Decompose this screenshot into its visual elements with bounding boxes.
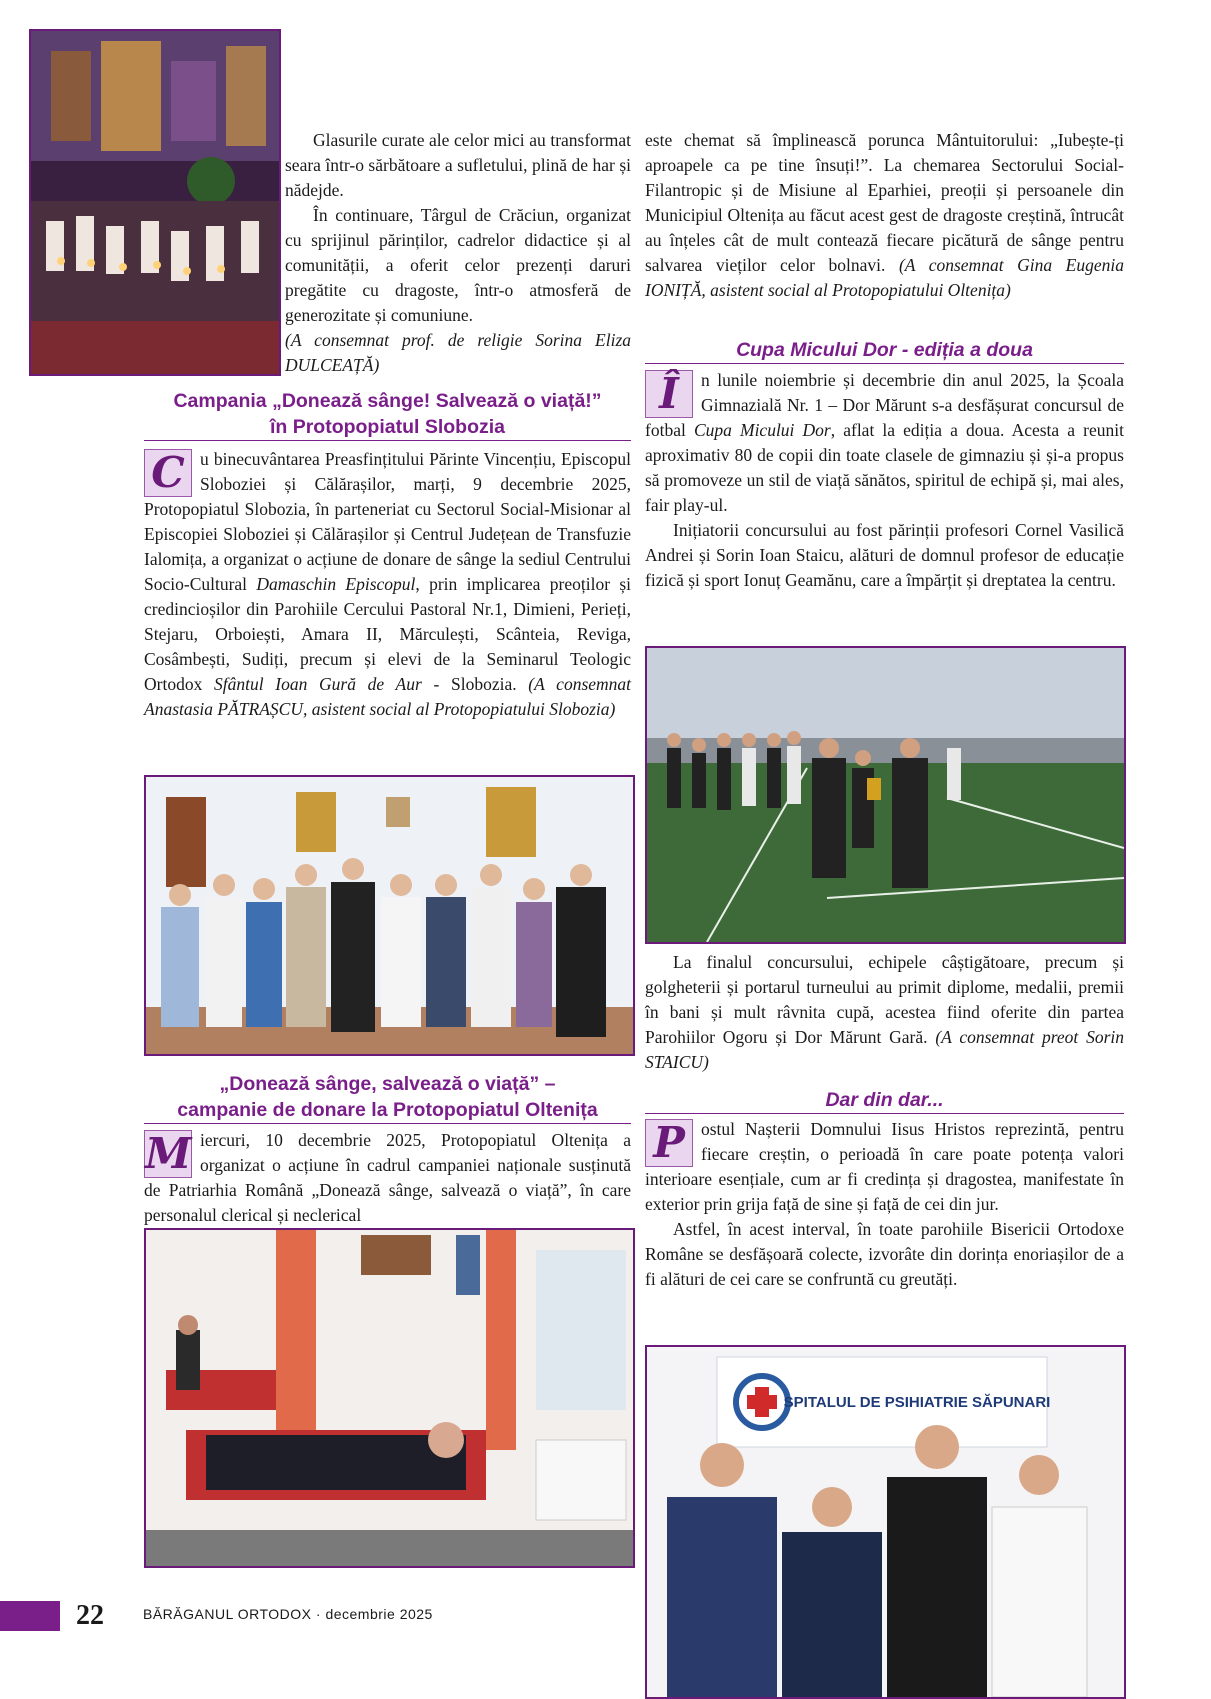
slobozia-dropcap: C [144,449,192,497]
cupa-heading [645,337,1124,364]
hospital-photo [645,1345,1126,1699]
slobozia-text-mid: , prin implicarea preoților și credincioșilor din Parohiile Cercului Pastoral Nr.1, Dimieni, Perieți, Stejaru, Orboiești, Amara II, Mărculești, Scânteia, Reviga, Cosâmbești, Sudiți, precum și elevi de la Seminarul Teologic Ortodox [144,574,632,694]
footer-publication: BĂRĂGANUL ORTODOX · decembrie 2025 [143,1606,433,1622]
oltenita-heading-line-1: „Donează sânge, salvează o viață” – [219,1073,556,1095]
oltenita-text [144,1128,631,1228]
cupa-p1-italic: Cupa Micului Dor [693,420,831,440]
cupa-paragraph-1 [645,368,1124,518]
cupa-paragraph-2: Inițiatorii concursului au fost părinții profesori Cornel Vasilică Andrei și Sorin Ioan Staicu, alături de domnul profesor de educație fizică și sport Ionuț Geamănu, care a împărțit și dreptatea la centru. [645,520,1124,590]
hospital-sign-text: SPITALUL DE PSIHIATRIE SĂPUNARI [783,1394,1051,1411]
cupa-dropcap: Î [645,370,693,418]
cupa-p1-start: n lunile noiembrie și decembrie din anul 2025, la Școala Gimnazială Nr. 1 – Dor Mărunt s-a desfășurat concursul de fotbal [645,370,1124,440]
oltenita-paragraph [144,1128,631,1228]
slobozia-text-end: - Slobozia. [433,674,517,694]
slobozia-text [144,447,631,722]
slobozia-heading-line-2: în Protopopiatul Slobozia [269,416,506,438]
oltenita-continuation-paragraph [645,128,1124,303]
church-choir-photo [29,29,281,376]
intro-paragraph-2: În continuare, Târgul de Crăciun, organizat cu sprijinul părinților, cadrelor didactice și al comunității, a oferit celor prezenți daruri pregătite cu dragoste, într-o atmosferă de generozitate și comuniune. [285,205,631,325]
oltenita-dropcap: M [145,1129,192,1178]
oltenita-text-body: iercuri, 10 decembrie 2025, Protopopiatul Oltenița a organizat o acțiune în cadrul campaniei naționale susținută de Patriarhia Română „Donează sânge, salvează o viață”, în care personalul clerical și neclerical [144,1130,631,1225]
cupa-credit: (A consemnat preot Sorin STAICU) [645,1027,1124,1072]
cupa-text-final [645,950,1124,1075]
dar-text [645,1117,1124,1292]
cupa-p3-text: La finalul concursului, echipele câștigătoare, precum și golgheterii și portarul turneului au primit diplome, medalii, premii în bani și mult râvnita cupă, acestea fiind oferite din partea Parohiilor Ogoru și Dor Mărunt Gară. [645,952,1124,1047]
dar-p1-text: ostul Nașterii Domnului Iisus Hristos reprezintă, pentru fiecare creștin, o perioadă în care poate potența valori interioare esențiale, cum ar fi credința și dragostea, manifestate în exterior prin grija față de sine și față de cei din jur. [645,1119,1124,1214]
slobozia-heading-line-1: Campania „Donează sânge! Salvează o viață!” [173,390,602,412]
cupa-text [645,368,1124,593]
page-number: 22 [76,1600,104,1631]
slobozia-text-start: u binecuvântarea Preasfințitului Părinte Vincențiu, Episcopul Sloboziei și Călărașilor, marți, 9 decembrie 2025, Protopopiatul Slobozia, în parteneriat cu Sectorul Social-Misionar al Episcopiei Sloboziei și Călărașilor și Centrul Județean de Transfuzie Ialomița, a organizat o acțiune de donare de sânge la sediul Centrului Socio-Cultural [144,449,631,594]
slobozia-text-italic-1: Damaschin Episcopul [256,574,416,594]
cupa-p1-end: , aflat la ediția a doua. Acesta a reunit aproximativ 80 de copii din toate clasele de gimnaziu și și-a propus să promoveze un stil de viață sănătos, spiritul de echipă și, mai ales, fair play-ul. [645,420,1124,515]
slobozia-credit: (A consemnat Anastasia PĂTRAȘCU, asistent social al Protopopiatului Slobozia) [144,674,632,719]
oltenita-continuation-text: este chemat să împlinească porunca Mântuitorului: „Iubește-ți aproapele ca pe tine însuți!”. La chemarea Sectorului Social-Filantropic și de Misiune al Eparhiei, preoții și persoanele din Municipiul Oltenița au făcut acest gest de dragoste creștină, întrucât au înțeles cât de mult contează fiecare picătură de sânge pentru salvarea vieților celor bolnavi. [645,130,1124,275]
footer-color-bar [0,1601,60,1631]
dar-heading-text: Dar din dar... [825,1089,944,1111]
slobozia-group-illustration [146,777,633,1054]
dar-heading [645,1087,1124,1114]
hospital-illustration [647,1347,1124,1697]
dar-dropcap: P [645,1119,693,1167]
slobozia-group-photo [144,775,635,1056]
oltenita-heading-line-2: campanie de donare la Protopopiatul Oltenița [177,1099,598,1121]
oltenita-credit: (A consemnat Gina Eugenia IONIȚĂ, asistent social al Protopopiatului Oltenița) [645,255,1124,300]
dar-paragraph-2: Astfel, în acest interval, în toate parohiile Bisericii Ortodoxe Române se desfășoară colecte, izvorâte din dorința enoriașilor de a fi alături de cei care se confruntă cu greutăți. [645,1219,1124,1289]
intro-text [285,128,631,378]
football-cup-photo [645,646,1126,944]
football-cup-illustration [647,648,1124,942]
slobozia-paragraph [144,447,631,722]
dar-paragraph-1 [645,1117,1124,1217]
slobozia-text-italic-2: Sfântul Ioan Gură de Aur [214,674,422,694]
slobozia-heading [144,388,631,441]
intro-paragraph-1: Glasurile curate ale celor mici au transformat seara într-o sărbătoare a sufletului, plină de har și nădejde. [285,130,631,200]
oltenita-heading [144,1071,631,1124]
oltenita-donation-photo [144,1228,635,1568]
oltenita-donation-illustration [146,1230,633,1566]
cupa-heading-text: Cupa Micului Dor - ediția a doua [736,339,1033,361]
cupa-paragraph-3 [645,950,1124,1075]
intro-credit: (A consemnat prof. de religie Sorina Eliza DULCEAȚĂ) [285,330,631,375]
church-choir-illustration [31,31,279,374]
oltenita-continuation [645,128,1124,303]
